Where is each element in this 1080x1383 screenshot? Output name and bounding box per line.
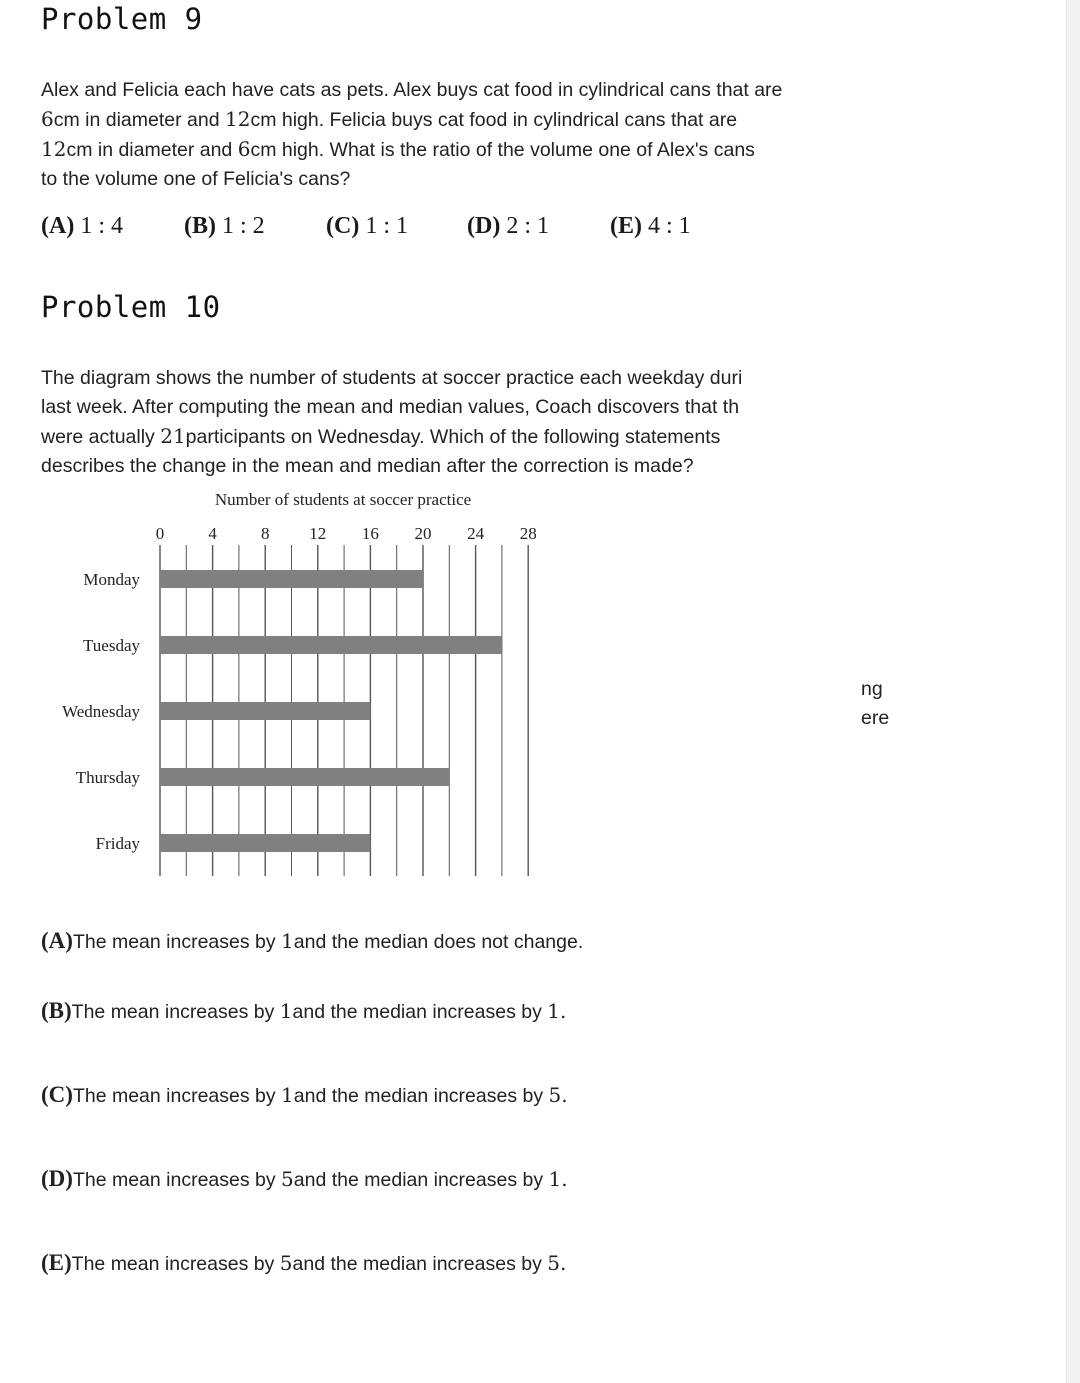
text-span: cm high. Felicia buys cat food in cylindrical cans that are	[250, 109, 738, 131]
answer-number: 1.	[548, 1167, 568, 1191]
answer-number: 1	[279, 999, 293, 1023]
answer-number: 1	[281, 929, 294, 953]
overflow-fragment-1: ng	[861, 678, 883, 700]
category-label: Wednesday	[62, 702, 140, 721]
answer-c[interactable]	[41, 1082, 568, 1108]
category-label: Thursday	[75, 768, 140, 787]
x-tick-label: 24	[467, 524, 485, 543]
answer-d[interactable]	[41, 1166, 568, 1192]
choice-value: 1 : 1	[365, 213, 408, 239]
problem-9-line-4: to the volume one of Felicia's cans?	[41, 168, 351, 190]
answer-text: The mean increases by	[71, 1253, 280, 1275]
felicia-diameter: 12	[41, 137, 67, 161]
text-span: were actually	[41, 426, 161, 448]
choice-letter: (C)	[326, 213, 360, 239]
alex-height: 12	[224, 107, 251, 131]
bar-thursday	[160, 768, 449, 786]
x-tick-label: 0	[155, 524, 165, 543]
corrected-count: 21	[160, 424, 186, 448]
chart-category-labels	[62, 570, 140, 853]
x-tick-label: 4	[208, 524, 217, 543]
problem-10-text	[41, 364, 821, 481]
problem-10-line-3	[41, 422, 821, 452]
answer-text: The mean increases by	[72, 1169, 282, 1191]
felicia-height: 6	[237, 137, 251, 161]
answer-text: and the median increases by	[292, 1001, 548, 1023]
choice-value: 1 : 4	[80, 213, 123, 239]
x-tick-label: 28	[519, 524, 537, 543]
choice-value: 4 : 1	[648, 213, 691, 239]
category-label: Friday	[95, 834, 140, 853]
choice-c[interactable]	[326, 213, 408, 240]
text-span: cm in diameter and	[66, 139, 238, 161]
choice-b[interactable]	[184, 213, 265, 240]
page-edge-strip	[1066, 0, 1080, 1383]
answer-letter: (D)	[41, 1166, 73, 1191]
answer-b[interactable]	[41, 998, 566, 1024]
answer-text: and the median increases by	[293, 1085, 549, 1107]
problem-9-text	[41, 76, 821, 194]
answer-a[interactable]	[41, 928, 583, 954]
answer-number: 1	[281, 1083, 294, 1107]
bar-tuesday	[160, 636, 502, 654]
choice-letter: (B)	[184, 213, 216, 239]
answer-number: 5	[281, 1167, 294, 1191]
answer-text: The mean increases by	[72, 931, 282, 953]
text-span: cm high. What is the ratio of the volume one of Alex's cans	[250, 139, 755, 161]
answer-text: and the median increases by	[293, 1169, 549, 1191]
category-label: Monday	[83, 570, 140, 589]
chart-bars	[160, 570, 502, 852]
problem-9-heading: Problem 9	[41, 2, 203, 36]
answer-number: 5	[279, 1251, 293, 1275]
problem-9-line-2	[41, 105, 821, 135]
answer-e[interactable]	[41, 1250, 566, 1276]
choice-d[interactable]	[467, 213, 549, 240]
answer-number: 5.	[547, 1251, 567, 1275]
problem-10-heading: Problem 10	[41, 290, 221, 324]
answer-letter: (C)	[41, 1082, 73, 1107]
problem-9-line-1: Alex and Felicia each have cats as pets. Alex buys cat food in cylindrical cans that are	[41, 79, 783, 101]
soccer-bar-chart	[0, 480, 560, 880]
bar-friday	[160, 834, 370, 852]
answer-letter: (B)	[41, 998, 72, 1023]
choice-letter: (D)	[467, 213, 501, 239]
choice-letter: (E)	[610, 213, 642, 239]
choice-a[interactable]	[41, 213, 123, 240]
category-label: Tuesday	[83, 636, 140, 655]
answer-text: The mean increases by	[71, 1001, 280, 1023]
bar-monday	[160, 570, 423, 588]
alex-diameter: 6	[41, 107, 54, 131]
problem-10-line-1: The diagram shows the number of students at soccer practice each weekday duri	[41, 367, 743, 389]
answer-letter: (A)	[41, 928, 73, 953]
answer-text: and the median increases by	[292, 1253, 548, 1275]
choice-value: 2 : 1	[506, 213, 549, 239]
answer-letter: (E)	[41, 1250, 72, 1275]
problem-9-line-3	[41, 135, 821, 165]
bar-wednesday	[160, 702, 370, 720]
text-span: cm in diameter and	[53, 109, 225, 131]
answer-text: The mean increases by	[72, 1085, 282, 1107]
x-tick-label: 20	[414, 524, 432, 543]
choice-value: 1 : 2	[222, 213, 265, 239]
problem-10-line-2: last week. After computing the mean and median values, Coach discovers that th	[41, 396, 740, 418]
overflow-fragment-2: ere	[861, 707, 890, 729]
x-tick-label: 12	[309, 524, 327, 543]
chart-title: Number of students at soccer practice	[214, 490, 472, 509]
answer-text: and the median does not change.	[293, 931, 584, 953]
problem-10-line-4: describes the change in the mean and median after the correction is made?	[41, 455, 694, 477]
choice-letter: (A)	[41, 213, 75, 239]
x-tick-label: 8	[260, 524, 270, 543]
text-span: participants on Wednesday. Which of the following statements	[185, 426, 721, 448]
choice-e[interactable]	[610, 213, 691, 240]
chart-x-ticks	[156, 524, 537, 543]
answer-number: 5.	[548, 1083, 568, 1107]
x-tick-label: 16	[361, 524, 379, 543]
answer-number: 1.	[547, 999, 567, 1023]
